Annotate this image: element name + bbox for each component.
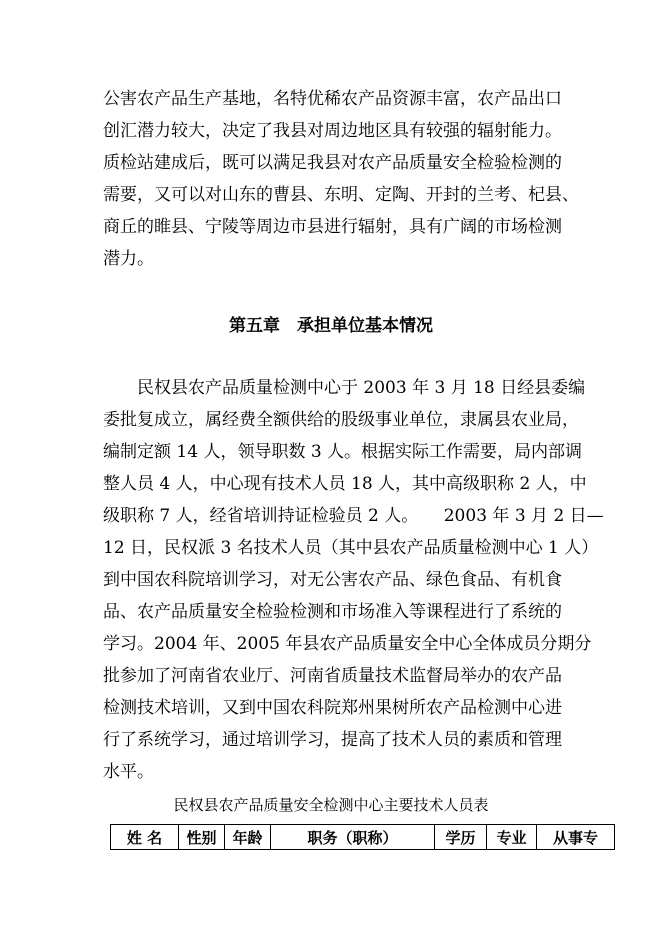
table-header-row [111,825,615,850]
text-line: 品、农产品质量安全检验检测和市场准入等课程进行了系统的 [103,602,562,622]
text-line: 检测技术培训，又到中国农科院郑州果树所农产品检测中心进 [103,698,562,718]
text-line: 12 日，民权派 3 名技术人员（其中县农产品质量检测中心 1 人） [103,538,599,558]
chapter-title: 第五章 承担单位基本情况 [229,316,433,336]
text-line: 质检站建成后，既可以满足我县对农产品质量安全检验检测的 [103,153,562,173]
text-line: 公害农产品生产基地，名特优稀农产品资源丰富，农产品出口 [103,89,562,109]
table-caption: 民权县农产品质量安全检测中心主要技术人员表 [173,796,489,814]
header-name: 姓 名 [111,825,179,850]
header-age: 年龄 [225,825,271,850]
text-line: 委批复成立，属经费全额供给的股级事业单位，隶属县农业局， [103,410,579,430]
text-line: 批参加了河南省农业厅、河南省质量技术监督局举办的农产品 [103,666,562,686]
text-line: 行了系统学习，通过培训学习，提高了技术人员的素质和管理 [103,730,562,750]
text-line: 需要，又可以对山东的曹县、东明、定陶、开封的兰考、杞县、 [103,185,579,205]
header-gender: 性别 [179,825,225,850]
text-line: 整人员 4 人，中心现有技术人员 18 人，其中高级职称 2 人，中 [103,474,587,494]
text-line: 学习。2004 年、2005 年县农产品质量安全中心全体成员分期分 [103,634,592,654]
text-line: 商丘的睢县、宁陵等周边市县进行辐射，具有广阔的市场检测 [103,217,562,237]
text-line: 编制定额 14 人，领导职数 3 人。根据实际工作需要，局内部调 [103,442,583,462]
header-specialty: 从事专 [537,825,615,850]
text-line: 水平。 [103,762,154,782]
text-line: 潜力。 [103,249,154,269]
text-line: 创汇潜力较大，决定了我县对周边地区具有较强的辐射能力。 [103,121,562,141]
text-line: 民权县农产品质量检测中心于 2003 年 3 月 18 日经县委编 [137,378,586,398]
text-line: 级职称 7 人，经省培训持证检验员 2 人。 2003 年 3 月 2 日— [103,506,604,526]
staff-table [110,824,615,850]
text-line: 到中国农科院培训学习，对无公害农产品、绿色食品、有机食 [103,570,562,590]
header-education: 学历 [435,825,487,850]
header-major: 专业 [487,825,537,850]
header-position: 职务（职称） [271,825,435,850]
